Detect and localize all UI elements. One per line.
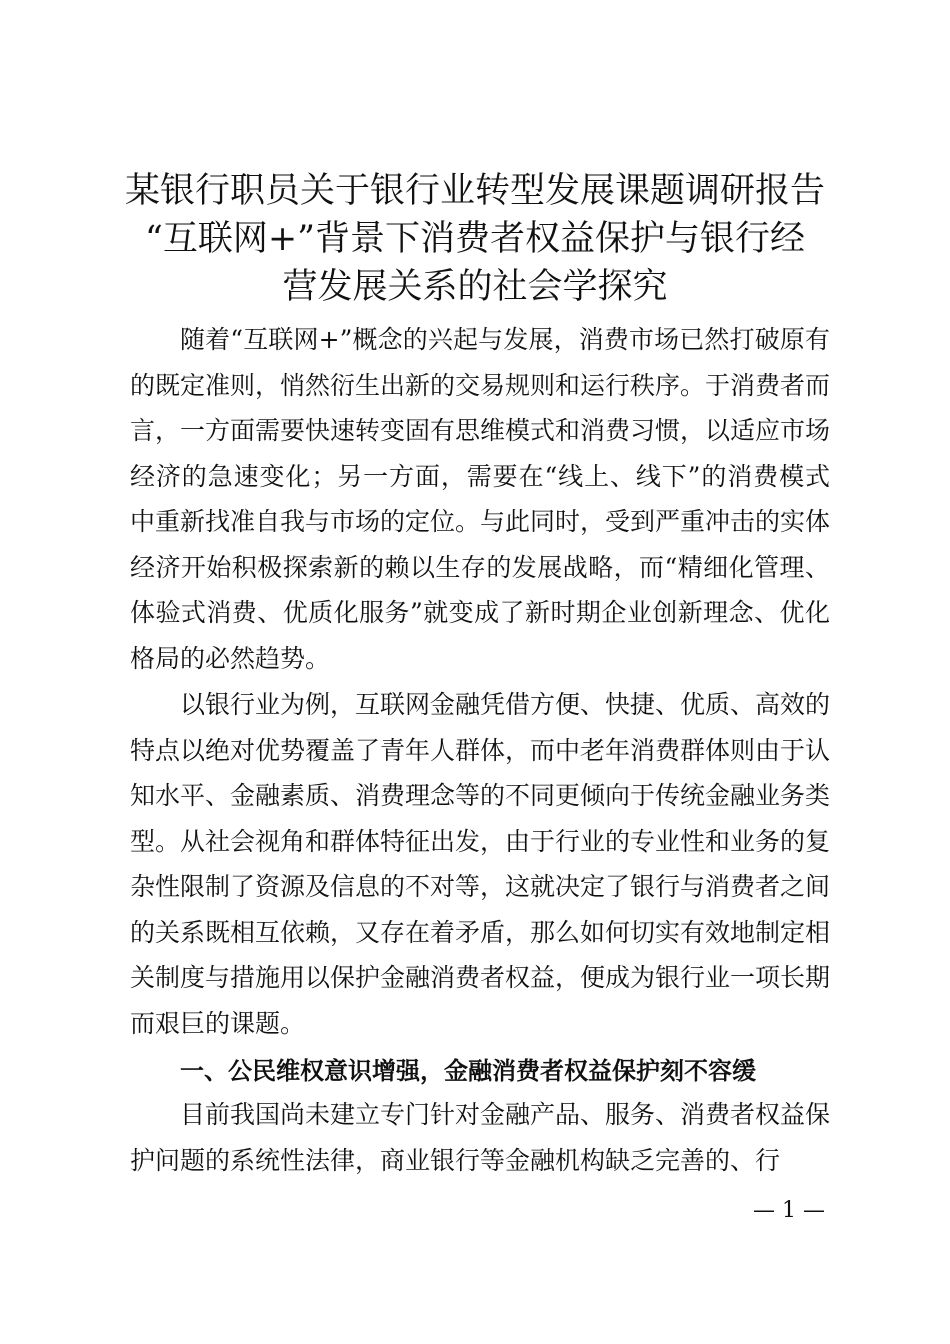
page-number: — 1 — <box>753 1198 825 1223</box>
body-paragraph-2: 以银行业为例，互联网金融凭借方便、快捷、优质、高效的特点以绝对优势覆盖了青年人群体，而中老年消费群体则由于认知水平、金融素质、消费理念等的不同更倾向于传统金融业务类型。从社会视角和群体特征出发，由于行业的专业性和业务的复杂性限制了资源及信息的不对等，这就决定了银行与消费者之间的关系既相互依赖，又存在着矛盾，那么如何切实有效地制定相关制度与措施用以保护金融消费者权益，便成为银行业一项长期而艰巨的课题。 <box>130 690 831 1038</box>
document-title-line-3: 营发展关系的社会学探究 <box>282 267 668 307</box>
document-title-line-1: 某银行职员关于银行业转型发展课题调研报告 <box>124 171 825 211</box>
section-heading: 一、公民维权意识增强，金融消费者权益保护刻不容缓 <box>180 1057 756 1085</box>
body-paragraph-3: 目前我国尚未建立专门针对金融产品、服务、消费者权益保护问题的系统性法律，商业银行等金融机构缺乏完善的、行 <box>130 1100 831 1175</box>
body-paragraph-1: 随着“互联网+”概念的兴起与发展，消费市场已然打破原有的既定准则，悄然衍生出新的交易规则和运行秩序。于消费者而言，一方面需要快速转变固有思维模式和消费习惯，以适应市场经济的急速变化；另一方面，需要在“线上、线下”的消费模式中重新找准自我与市场的定位。与此同时，受到严重冲击的实体经济开始积极探索新的赖以生存的发展战略，而“精细化管理、体验式消费、优质化服务”就变成了新时期企业创新理念、优化格局的必然趋势。 <box>130 325 831 673</box>
document-title-line-2: “互联网+”背景下消费者权益保护与银行经 <box>144 219 806 259</box>
